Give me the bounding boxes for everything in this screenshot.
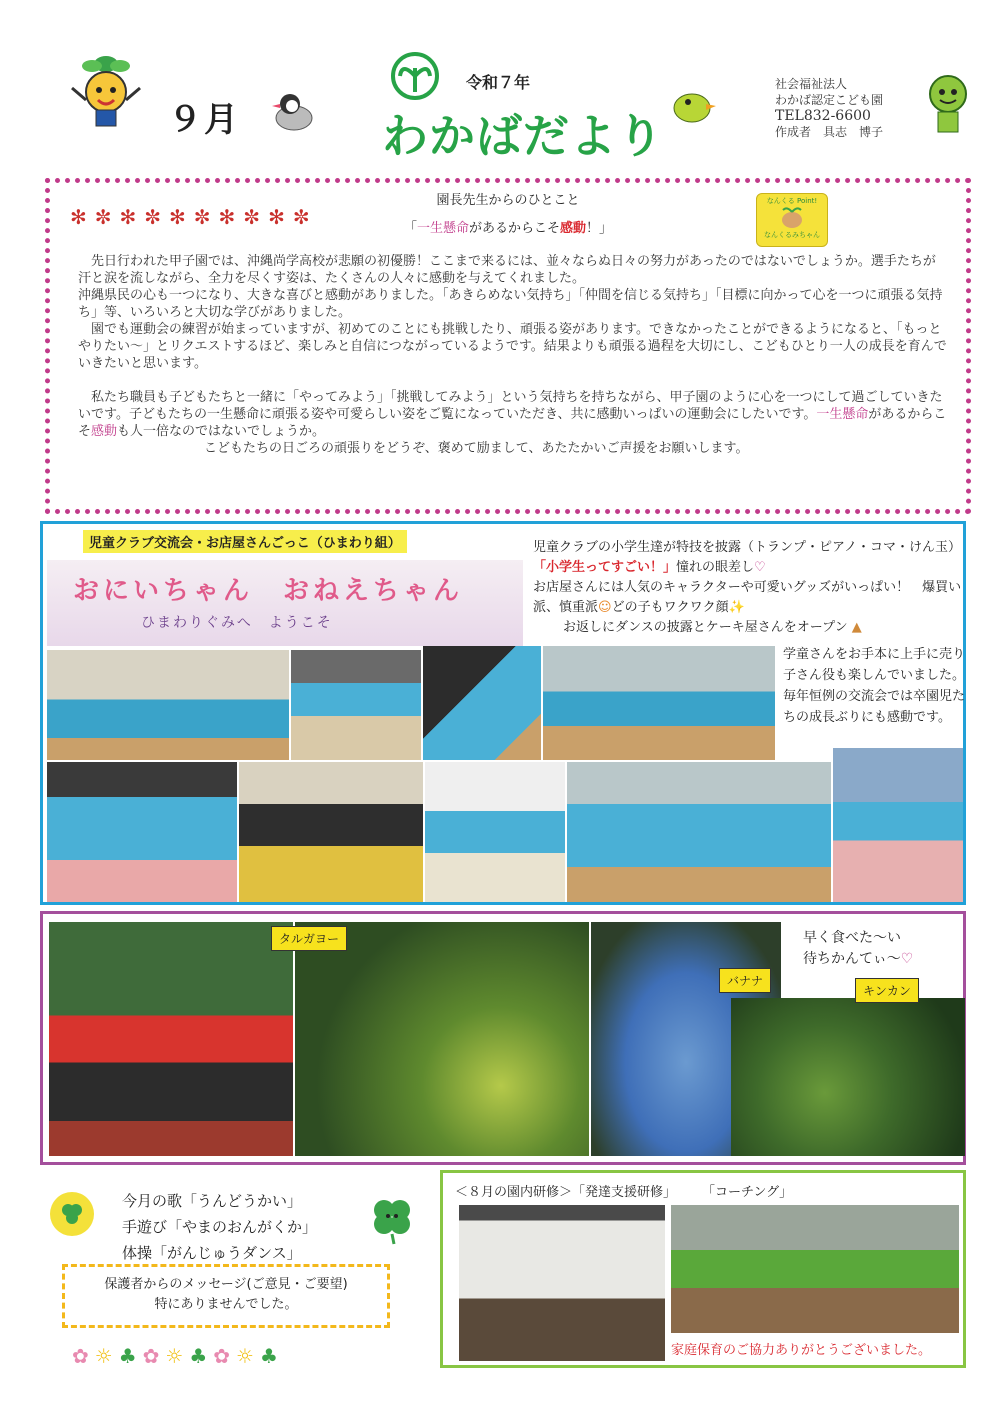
clover-logo — [384, 52, 446, 100]
training-title: ＜８月の園内研修＞「発達支援研修」 「コーチング」 — [455, 1185, 793, 1200]
badge-bottom-text: なんくるみちゃん — [764, 231, 820, 239]
paragraph-5-mid: があるからこそ — [78, 407, 947, 439]
banner-line-2: ひまわりぐみへ ようこそ — [141, 615, 333, 631]
sun-icon: ☼ — [165, 1344, 190, 1368]
club-text-c: お店屋さんには人気のキャラクターや可愛いグッズがいっぱい！ 爆買い派、慎重派 — [533, 580, 962, 615]
grass-icon: ♣ — [118, 1344, 143, 1368]
tag-kinkan: キンカン — [855, 978, 919, 1003]
exercise: 体操「がんじゅうダンス」 — [122, 1244, 302, 1262]
quote-pink: 一生懸命 — [416, 221, 469, 236]
grass-icon: ♣ — [259, 1344, 284, 1368]
rabbit-icon: ✿ — [142, 1344, 166, 1368]
sparrow-icon — [268, 90, 318, 134]
paragraph-1: 先日行われた甲子園では、沖縄尚学高校が悲願の初優勝！ここまで来るには、並々ならぬ日々の努力があったのではないでしょうか。選手たちが汗と涙を流しながら、全力を尽くす姿は、たくさんの人々に感動を与えてくれました。 — [78, 254, 936, 286]
club-photo-group — [567, 762, 831, 902]
club-exchange-box — [40, 521, 966, 905]
club-text-a: 児童クラブの小学生達が特技を披露（トランプ・ピアノ・コマ・けん玉） — [533, 540, 961, 555]
phone-number: TEL832-6600 — [775, 108, 871, 124]
club-description — [533, 538, 963, 638]
org-type: 社会福祉法人 — [775, 77, 848, 91]
grass-icon: ♣ — [189, 1344, 214, 1368]
heart-icon: ♡ — [900, 951, 914, 967]
training-box — [440, 1170, 966, 1368]
club-photo-shop-3 — [425, 762, 565, 902]
paragraph-4-text: 私たち職員も子どもたちと一緒に「やってみよう」「挑戦してみよう」という気持ちを持ちながら、甲子園のように心を一つにして過ごしていきたいです。子どもたちの一生懸命に頑張る姿や可愛らしい姿をご覧になっていただき、共に感動いっぱいの運動会にしたいです。 — [78, 390, 943, 422]
sun-icon: ☼ — [94, 1344, 119, 1368]
dragonfly-icon: ✻✼✻✼✻✼✻✼✻✼ — [70, 205, 318, 229]
parent-message-box — [62, 1264, 390, 1328]
quote-close: ！」 — [586, 221, 613, 236]
paragraph-5-pink: 一生懸命 — [816, 407, 869, 422]
club-heading: 児童クラブ交流会・お店屋さんごっこ（ひまわり組） — [83, 530, 407, 553]
fruits-box — [40, 911, 966, 1165]
principal-title: 園長先生からのひとこと — [436, 193, 580, 208]
smile-icon: ☺ — [598, 600, 612, 615]
clover-character-icon — [370, 1196, 414, 1246]
club-text-e: お返しにダンスの披露とケーキ屋さんをオープン — [563, 620, 848, 635]
principal-message-box — [45, 178, 971, 514]
tag-taruga: タルガヨー — [271, 926, 347, 951]
quote-open: 「 — [403, 221, 417, 236]
paragraph-6: こどもたちの日ごろの頑張りをどうぞ、褒めて励まして、あたたかいご声援をお願いします。 — [204, 441, 749, 456]
fruit-photo-taruga — [295, 922, 589, 1156]
paragraph-5-red: 感動 — [91, 424, 118, 439]
club-photo-cards — [291, 650, 421, 760]
quote-red: 感動 — [560, 221, 587, 236]
fruit-photo-kids — [49, 922, 293, 1156]
fruits-line-2 — [803, 949, 913, 970]
cake-icon: ▲ — [847, 620, 862, 635]
rabbit-icon: ✿ — [72, 1344, 95, 1368]
mascot-right — [920, 70, 976, 140]
training-photo-presentation — [459, 1205, 665, 1361]
badge-top-text: なんくる Point! — [766, 197, 818, 205]
org-name: わかば認定こども園 — [775, 93, 884, 107]
club-text-d: どの子もワクワク顔 — [611, 600, 729, 615]
mascot-left — [64, 52, 148, 136]
decorative-footer-row — [72, 1344, 392, 1374]
club-photo-game — [543, 646, 775, 760]
month-heading: ９月 — [168, 101, 240, 139]
sprout-icon — [777, 206, 807, 228]
club-photo-shop-2 — [239, 762, 423, 902]
club-text-red: 「小学生ってすごい！」 — [533, 560, 677, 575]
clover-badge-left — [48, 1190, 96, 1238]
paragraph-4 — [78, 389, 948, 440]
club-photo-cake-shop — [833, 748, 963, 902]
club-photo-dance — [47, 650, 289, 760]
tag-banana: バナナ — [719, 968, 771, 993]
monthly-songs — [122, 1188, 317, 1266]
principal-body — [78, 253, 948, 457]
training-photo-coaching — [671, 1205, 959, 1333]
message-title: 保護者からのメッセージ(ご意見・ご要望) — [104, 1277, 348, 1292]
fruits-line-2-text: 待ちかんてぃ～ — [803, 951, 901, 967]
sun-icon: ☼ — [236, 1344, 260, 1368]
fruits-comment — [803, 928, 913, 970]
principal-quote — [50, 217, 966, 236]
thanks-message: 家庭保育のご協力ありがとうございました。 — [671, 1343, 932, 1358]
club-text-b: 憧れの眼差し — [676, 560, 755, 575]
club-photo-shop-1 — [47, 762, 237, 902]
paragraph-5-end: も人一倍なのではないでしょうか。 — [117, 424, 326, 439]
era-label: 令和７年 — [466, 73, 531, 92]
rabbit-icon: ✿ — [213, 1344, 237, 1368]
paragraph-2: 沖縄県民の心も一つになり、大きな喜びと感動がありました。「あきらめない気持ち」「仲間を信じる気持ち」「目標に向かって心を一つに頑張る気持ち」等、いろいろと大切な学びがありました。 — [78, 288, 943, 320]
organization-info — [775, 76, 883, 140]
welcome-banner-photo — [47, 560, 523, 646]
banner-line-1: おにいちゃん おねえちゃん — [73, 576, 464, 606]
fruit-photo-kinkan — [731, 998, 965, 1156]
author: 作成者 具志 博子 — [775, 125, 884, 139]
hand-play: 手遊び「やまのおんがくか」 — [122, 1218, 318, 1236]
nankuru-badge — [756, 193, 828, 247]
message-body: 特にありませんでした。 — [154, 1297, 298, 1312]
paragraph-3: 園でも運動会の練習が始まっていますが、初めてのことにも挑戦したり、頑張る姿があります。できなかったことができるようになると、「もっとやりたい～」とリクエストするほど、楽しみと自信につながっているようです。結果よりも頑張る過程を大切にし、こどもひとり一人の成長を育んでいきたいと思います。 — [78, 322, 947, 371]
quote-mid: があるからこそ — [468, 221, 560, 236]
fruits-line-1: 早く食べた～い — [803, 930, 901, 946]
heart-icon: ♡ — [754, 560, 766, 575]
sparkle-icon: ✨ — [728, 600, 745, 615]
newsletter-title: わかばだより — [382, 109, 664, 163]
club-side-text: 学童さんをお手本に上手に売り子さん役も楽しんでいました。毎年恒例の交流会では卒園児たちの成長ぶりにも感動です。 — [783, 647, 966, 725]
song-of-month: 今月の歌「うんどうかい」 — [122, 1192, 303, 1210]
bird-icon — [668, 82, 720, 128]
club-photo-piano — [423, 646, 541, 760]
